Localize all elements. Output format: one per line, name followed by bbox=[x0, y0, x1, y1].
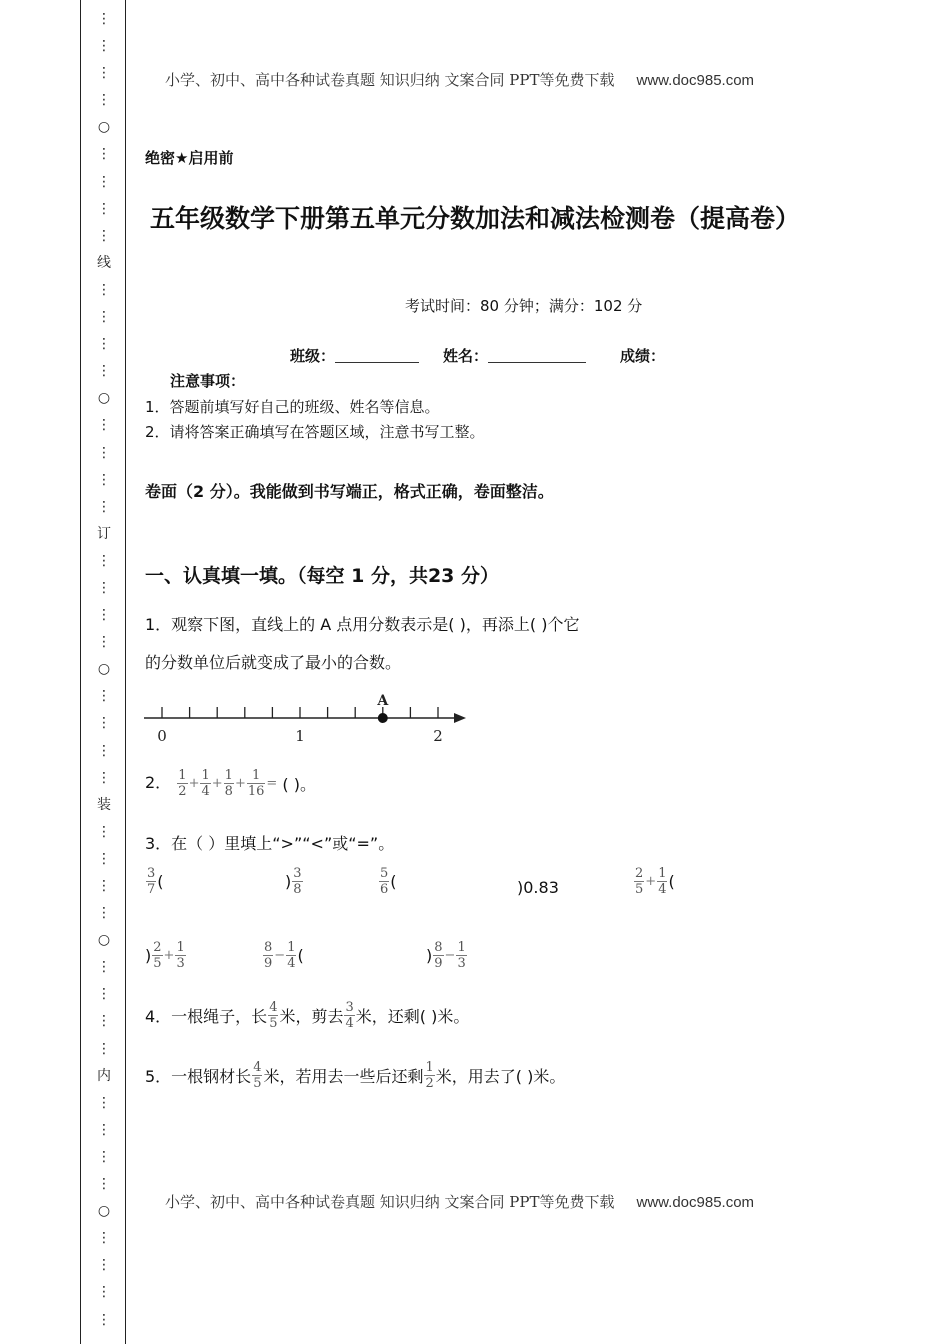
question-5 bbox=[145, 1060, 565, 1091]
binding-char: 内 bbox=[97, 1067, 111, 1084]
binding-dots: ⋮ bbox=[97, 579, 111, 596]
binding-margin-strip bbox=[80, 0, 126, 1344]
binding-dots: ⋮ bbox=[97, 959, 111, 976]
number-line bbox=[140, 688, 480, 754]
binding-dots: ⋮ bbox=[97, 1094, 111, 1111]
q3-item-b-left bbox=[378, 866, 397, 897]
binding-dots: ⋮ bbox=[97, 715, 111, 732]
open-paren: ( bbox=[668, 872, 675, 891]
q5-part3: 米，用去了( )米。 bbox=[435, 1067, 566, 1086]
binding-dots: ⋮ bbox=[97, 281, 111, 298]
close-paren: ) bbox=[285, 872, 292, 891]
binding-dots: ⋮ bbox=[97, 11, 111, 27]
point-a-dot bbox=[378, 713, 388, 723]
q2-frac-4: $\frac{1}{16}$ bbox=[247, 768, 265, 799]
binding-dots: ⋮ bbox=[97, 1257, 111, 1274]
q3-item-d bbox=[145, 940, 187, 971]
neatness-note: 卷面（2 分）。我能做到书写端正，格式正确，卷面整洁。 bbox=[145, 482, 554, 501]
binding-dots: ⋮ bbox=[97, 444, 111, 461]
notice-item-1: 1．答题前填写好自己的班级、姓名等信息。 bbox=[145, 398, 440, 416]
minus-sign: − bbox=[444, 948, 456, 963]
notice-heading: 注意事项： bbox=[170, 372, 246, 390]
name-blank[interactable] bbox=[488, 362, 586, 363]
q3-b-num: )0.83 bbox=[517, 878, 559, 897]
exam-info: 考试时间：80 分钟；满分：102 分 bbox=[405, 297, 643, 315]
q5-frac2: $\frac{1}{2}$ bbox=[425, 1060, 434, 1091]
binding-dots: ⋮ bbox=[97, 65, 111, 82]
class-field bbox=[290, 345, 419, 366]
footer-text: 小学、初中、高中各种试卷真题 知识归纳 文案合同 PPT等免费下载 bbox=[165, 1193, 615, 1211]
class-label: 班级： bbox=[290, 347, 336, 365]
binding-circle: ○ bbox=[97, 661, 111, 678]
binding-dots: ⋮ bbox=[97, 417, 111, 434]
binding-dots: ⋮ bbox=[97, 634, 111, 651]
q3-item-a-left bbox=[145, 866, 164, 897]
number-line-label: 2 bbox=[433, 727, 443, 745]
open-paren: ( bbox=[157, 872, 164, 891]
q4-part1: 4．一根绳子，长 bbox=[145, 1007, 268, 1026]
q4-frac2: $\frac{3}{4}$ bbox=[345, 1000, 354, 1031]
binding-dots: ⋮ bbox=[97, 1121, 111, 1138]
binding-dots: ⋮ bbox=[97, 552, 111, 569]
binding-dots: ⋮ bbox=[97, 200, 111, 217]
q4-frac1: $\frac{4}{5}$ bbox=[269, 1000, 278, 1031]
q2-prefix: 2． bbox=[145, 773, 172, 792]
binding-circle: ○ bbox=[97, 1203, 111, 1220]
minus-sign: − bbox=[274, 948, 286, 963]
q3-c-frac1: $\frac{2}{5}$ bbox=[635, 866, 644, 897]
binding-dots: ⋮ bbox=[97, 769, 111, 786]
binding-char: 线 bbox=[97, 254, 111, 271]
binding-dots: ⋮ bbox=[97, 309, 111, 326]
binding-char: 订 bbox=[97, 525, 111, 542]
q4-part2: 米，剪去 bbox=[279, 1007, 344, 1026]
close-paren: ) bbox=[426, 946, 433, 965]
q2-frac-1: $\frac{1}{2}$ bbox=[178, 768, 187, 799]
plus-sign: + bbox=[188, 776, 200, 791]
binding-dots: ⋮ bbox=[97, 146, 111, 163]
q5-part2: 米，若用去一些后还剩 bbox=[263, 1067, 424, 1086]
plus-sign: + bbox=[211, 776, 223, 791]
page-header bbox=[165, 69, 754, 90]
q3-item-e bbox=[262, 940, 304, 971]
q3-f-frac1: $\frac{8}{9}$ bbox=[434, 940, 443, 971]
binding-dots: ⋮ bbox=[97, 498, 111, 515]
number-line-svg bbox=[140, 688, 480, 750]
binding-dots: ⋮ bbox=[97, 1040, 111, 1057]
point-a-label: A bbox=[377, 693, 389, 709]
question-2 bbox=[145, 768, 316, 799]
open-paren: ( bbox=[297, 946, 304, 965]
binding-dots: ⋮ bbox=[97, 1013, 111, 1030]
page-footer bbox=[165, 1191, 754, 1212]
binding-dots: ⋮ bbox=[97, 1311, 111, 1328]
binding-char: 装 bbox=[97, 796, 111, 813]
binding-dots: ⋮ bbox=[97, 905, 111, 922]
page-title: 五年级数学下册第五单元分数加法和减法检测卷（提高卷） bbox=[149, 204, 800, 233]
binding-circle: ○ bbox=[97, 390, 111, 407]
binding-dots: ⋮ bbox=[97, 742, 111, 759]
q3-e-frac2: $\frac{1}{4}$ bbox=[287, 940, 296, 971]
binding-dots: ⋮ bbox=[97, 471, 111, 488]
binding-dots: ⋮ bbox=[97, 173, 111, 190]
number-line-label: 0 bbox=[157, 727, 167, 745]
question-4 bbox=[145, 1000, 469, 1031]
q3-item-c bbox=[633, 866, 675, 897]
q5-frac1: $\frac{4}{5}$ bbox=[253, 1060, 262, 1091]
plus-sign: + bbox=[645, 874, 657, 889]
secret-label: 绝密★启用前 bbox=[145, 149, 234, 167]
q3-b-frac: $\frac{5}{6}$ bbox=[380, 866, 389, 897]
binding-dots: ⋮ bbox=[97, 607, 111, 624]
binding-dots: ⋮ bbox=[97, 1148, 111, 1165]
binding-dots: ⋮ bbox=[97, 1284, 111, 1301]
binding-dots: ⋮ bbox=[97, 1230, 111, 1247]
q3-d-frac1: $\frac{2}{5}$ bbox=[153, 940, 162, 971]
binding-dots: ⋮ bbox=[97, 227, 111, 244]
class-blank[interactable] bbox=[335, 362, 419, 363]
plus-sign: + bbox=[163, 948, 175, 963]
binding-dots: ⋮ bbox=[97, 38, 111, 55]
q1-line2: 的分数单位后就变成了最小的合数。 bbox=[145, 653, 402, 672]
number-line-arrow bbox=[454, 713, 466, 723]
q3-a-frac1: $\frac{3}{7}$ bbox=[147, 866, 156, 897]
close-paren: ) bbox=[145, 946, 152, 965]
q2-frac-3: $\frac{1}{8}$ bbox=[224, 768, 233, 799]
binding-circle: ○ bbox=[97, 932, 111, 949]
q5-part1: 5．一根钢材长 bbox=[145, 1067, 252, 1086]
q3-d-frac2: $\frac{1}{3}$ bbox=[176, 940, 185, 971]
open-paren: ( bbox=[390, 872, 397, 891]
binding-dots: ⋮ bbox=[97, 878, 111, 894]
q3-f-frac2: $\frac{1}{3}$ bbox=[457, 940, 466, 971]
number-line-label: 1 bbox=[295, 727, 305, 745]
binding-dots: ⋮ bbox=[97, 850, 111, 867]
q2-suffix: ( )。 bbox=[282, 775, 316, 794]
name-field bbox=[443, 345, 586, 366]
q3-text: 3．在（ ）里填上“>”“<”或“=”。 bbox=[145, 834, 395, 853]
equals-sign: = bbox=[266, 776, 278, 791]
plus-sign: + bbox=[234, 776, 246, 791]
binding-dots: ⋮ bbox=[97, 363, 111, 380]
q3-item-a-right bbox=[285, 866, 304, 897]
binding-dots: ⋮ bbox=[97, 823, 111, 840]
binding-circle: ○ bbox=[97, 119, 111, 136]
q1-line1: 1．观察下图，直线上的 A 点用分数表示是( )，再添上( )个它 bbox=[145, 615, 580, 634]
section1-heading: 一、认真填一填。（每空 1 分，共23 分） bbox=[145, 565, 500, 587]
name-label: 姓名： bbox=[443, 347, 489, 365]
q3-e-frac1: $\frac{8}{9}$ bbox=[264, 940, 273, 971]
footer-url: www.doc985.com bbox=[636, 1194, 755, 1211]
binding-strip-chars bbox=[81, 6, 127, 1334]
q3-c-frac2: $\frac{1}{4}$ bbox=[658, 866, 667, 897]
notice-item-2: 2．请将答案正确填写在答题区域，注意书写工整。 bbox=[145, 423, 485, 441]
header-url: www.doc985.com bbox=[636, 72, 755, 89]
header-text: 小学、初中、高中各种试卷真题 知识归纳 文案合同 PPT等免费下载 bbox=[165, 71, 615, 89]
binding-dots: ⋮ bbox=[97, 986, 111, 1003]
q4-part3: 米，还剩( )米。 bbox=[355, 1007, 470, 1026]
q2-frac-2: $\frac{1}{4}$ bbox=[201, 768, 210, 799]
binding-dots: ⋮ bbox=[97, 1176, 111, 1193]
binding-dots: ⋮ bbox=[97, 336, 111, 353]
binding-dots: ⋮ bbox=[97, 688, 111, 705]
score-label: 成绩： bbox=[620, 347, 666, 365]
q3-item-f bbox=[426, 940, 468, 971]
q3-a-frac2: $\frac{3}{8}$ bbox=[293, 866, 302, 897]
binding-dots: ⋮ bbox=[97, 92, 111, 109]
